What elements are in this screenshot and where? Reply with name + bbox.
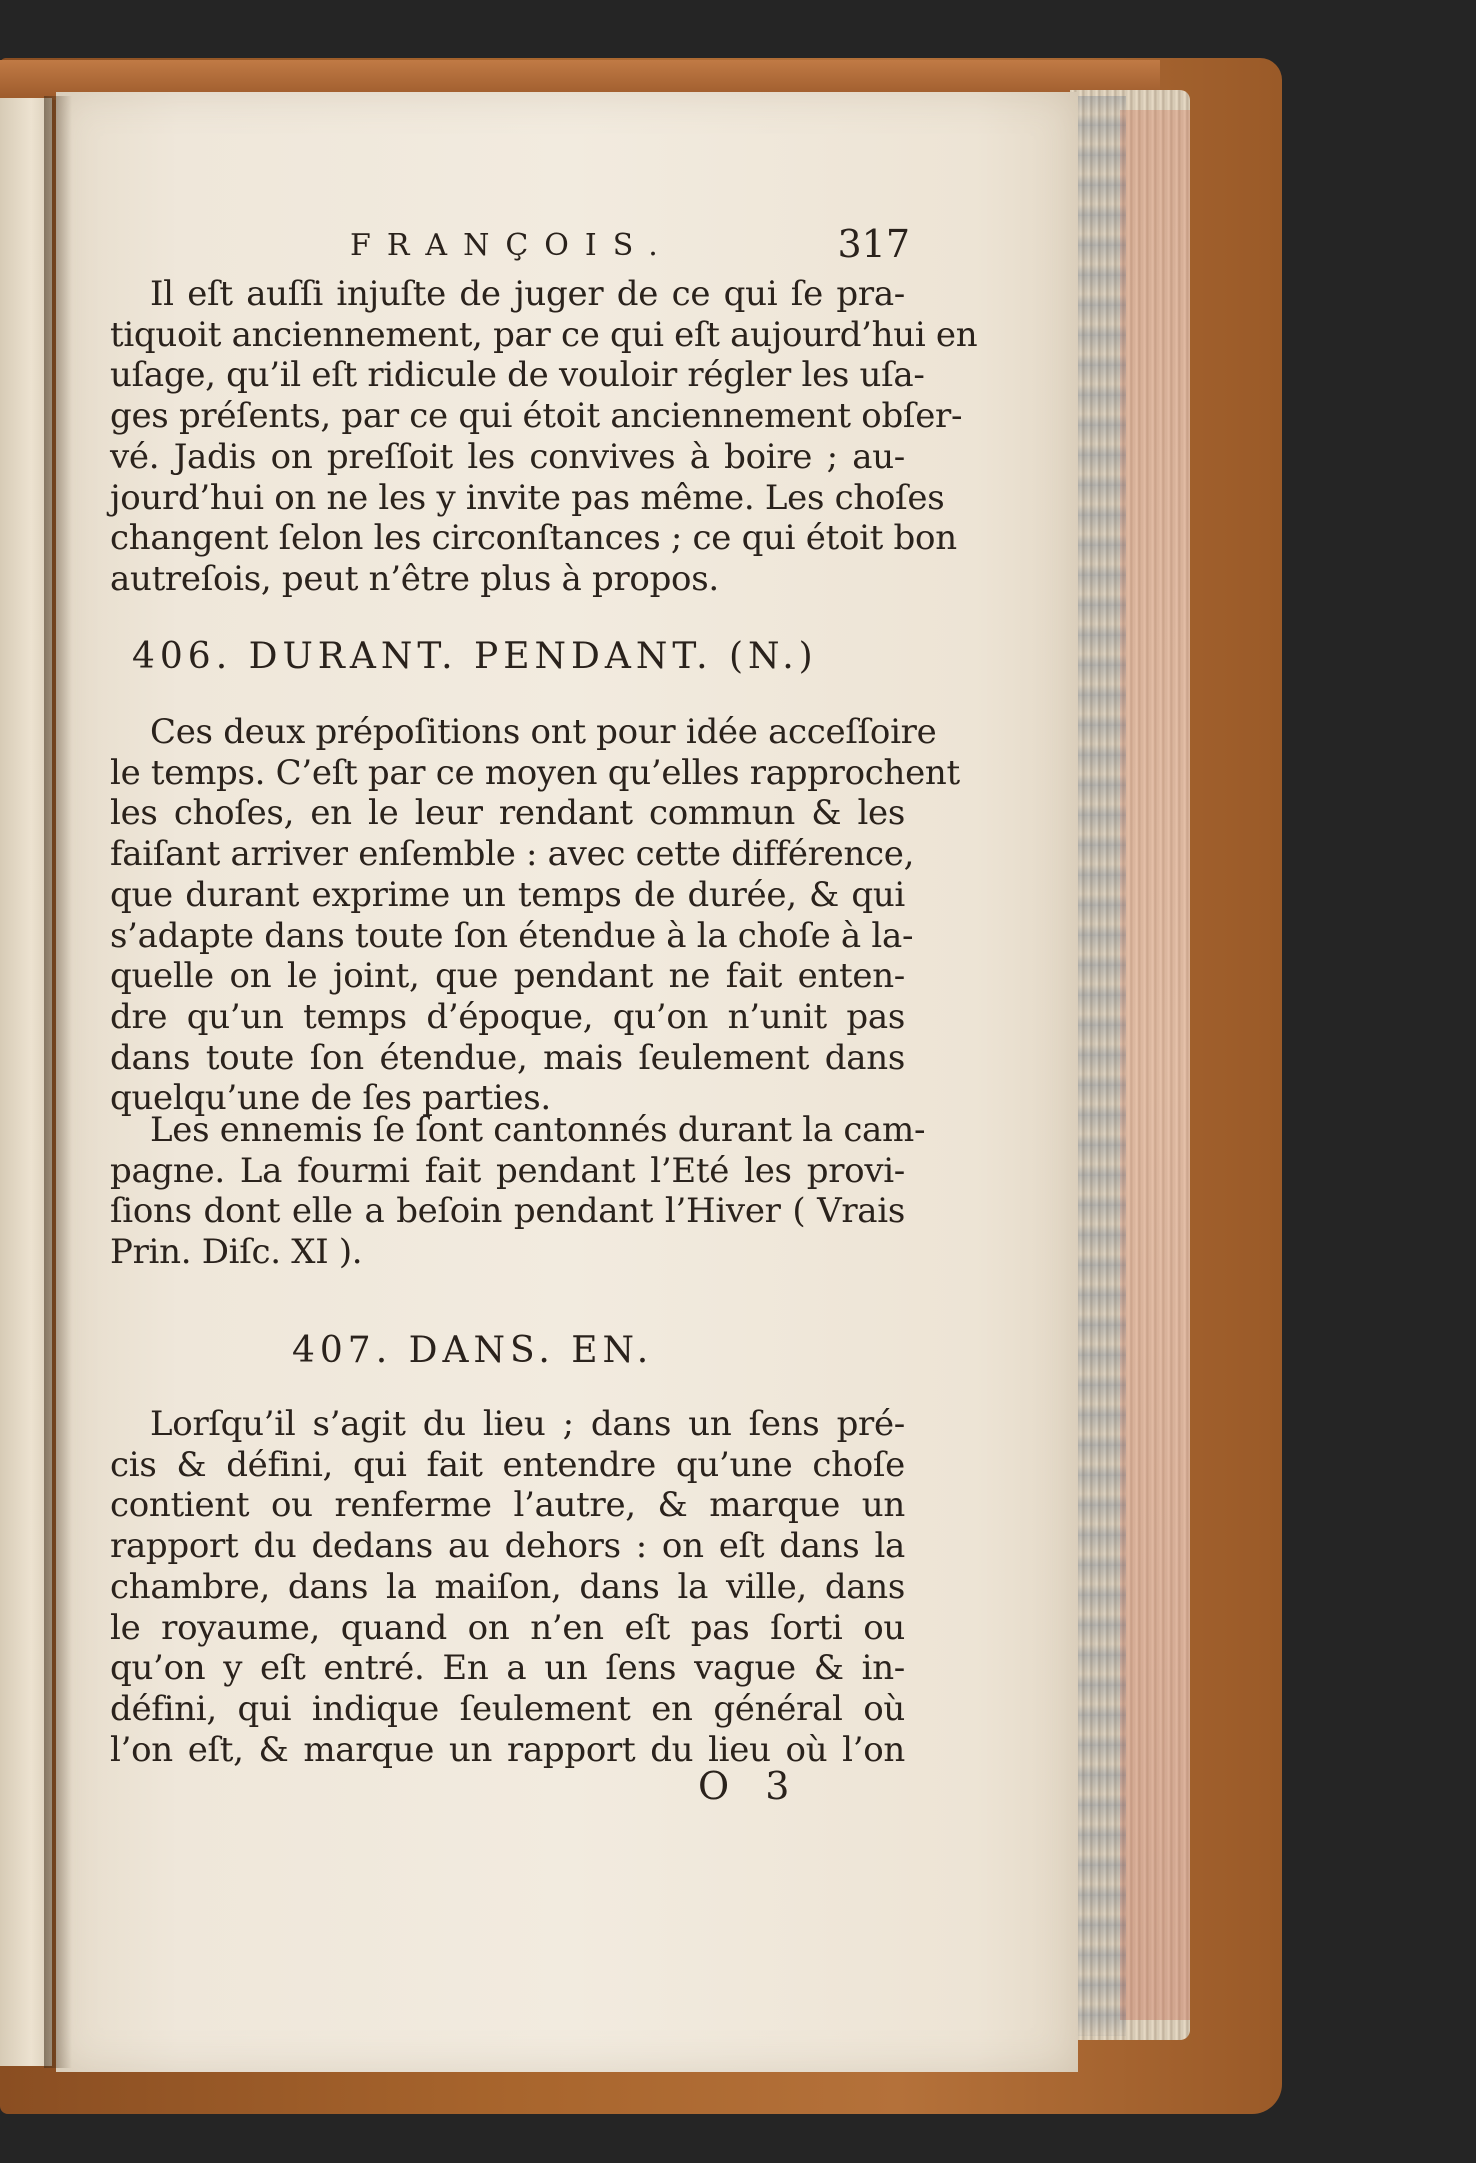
text-line: dans toute ſon étendue, mais ſeulement dans — [110, 1037, 905, 1078]
paragraph-1 — [110, 274, 978, 600]
text-line: vé. Jadis on preſſoit les convives à boire ; au- — [110, 436, 905, 477]
text-line: ſions dont elle a beſoin pendant l’Hiver ( Vrais — [110, 1191, 905, 1232]
text-line: Prin. Diſc. XI ). — [110, 1232, 363, 1273]
running-header — [350, 222, 910, 278]
section-heading-406: 406. DURANT. PENDANT. (N.) — [132, 636, 818, 677]
text-line: le royaume, quand on n’en eſt pas ſorti ou — [110, 1607, 905, 1648]
text-line: que durant exprime un temps de durée, & qui — [110, 874, 905, 915]
text-line: faiſant arriver enſemble : avec cette différence, — [110, 834, 915, 875]
text-line: Lorſqu’il s’agit du lieu ; dans un ſens pré- — [150, 1404, 905, 1444]
paragraph-2 — [110, 712, 960, 1119]
text-line: Les ennemis ſe ſont cantonnés durant la cam- — [150, 1110, 926, 1150]
text-line: quelle on le joint, que pendant ne fait enten- — [110, 956, 905, 997]
text-line: contient ou renferme l’autre, & marque un — [110, 1485, 905, 1526]
paragraph-4 — [110, 1404, 905, 1770]
page-edges-red-tint — [1120, 110, 1190, 2020]
text-line: changent ſelon les circonſtances ; ce qui étoit bon — [110, 518, 957, 559]
running-title: FRANÇOIS. — [350, 228, 674, 263]
text-line: dre qu’un temps d’époque, qu’on n’unit pas — [110, 996, 905, 1037]
text-line: qu’on y eſt entré. En a un ſens vague & in- — [110, 1648, 905, 1689]
text-line: autreſois, peut n’être plus à propos. — [110, 558, 719, 599]
text-line: uſage, qu’il eſt ridicule de vouloir régler les uſa- — [110, 355, 925, 396]
text-line: chambre, dans la maiſon, dans la ville, dans — [110, 1566, 905, 1607]
text-line: ges préſents, par ce qui étoit anciennement obſer- — [110, 396, 963, 437]
spine-shadow — [44, 96, 72, 2068]
text-line: tiquoit anciennement, par ce qui eſt aujourd’hui en — [110, 314, 978, 355]
text-line: l’on eſt, & marque un rapport du lieu où l’on — [110, 1729, 905, 1770]
page-number: 317 — [837, 222, 910, 266]
text-line: pagne. La fourmi fait pendant l’Eté les provi- — [110, 1150, 905, 1191]
paragraph-3 — [110, 1110, 926, 1273]
signature-mark: O 3 — [698, 1764, 802, 1808]
text-line: rapport du dedans au dehors : on eſt dans la — [110, 1526, 905, 1567]
text-line: le temps. C’eſt par ce moyen qu’elles rapprochent — [110, 752, 960, 793]
text-line: s’adapte dans toute ſon étendue à la choſe à la- — [110, 915, 914, 956]
text-line: les choſes, en le leur rendant commun & les — [110, 793, 905, 834]
text-line: quelqu’une de ſes parties. — [110, 1078, 551, 1119]
page-edges-marbling — [1078, 96, 1126, 2036]
text-line: jourd’hui on ne les y invite pas même. Les choſes — [110, 477, 945, 518]
text-line: Ces deux prépoſitions ont pour idée acceſſoire — [150, 712, 937, 752]
section-heading-407: 407. DANS. EN. — [292, 1330, 654, 1371]
text-line: défini, qui indique ſeulement en général où — [110, 1688, 905, 1729]
text-line: Il eſt auſſi injuſte de juger de ce qui ſe pra- — [150, 274, 905, 314]
text-line: cis & défini, qui fait entendre qu’une choſe — [110, 1444, 905, 1485]
